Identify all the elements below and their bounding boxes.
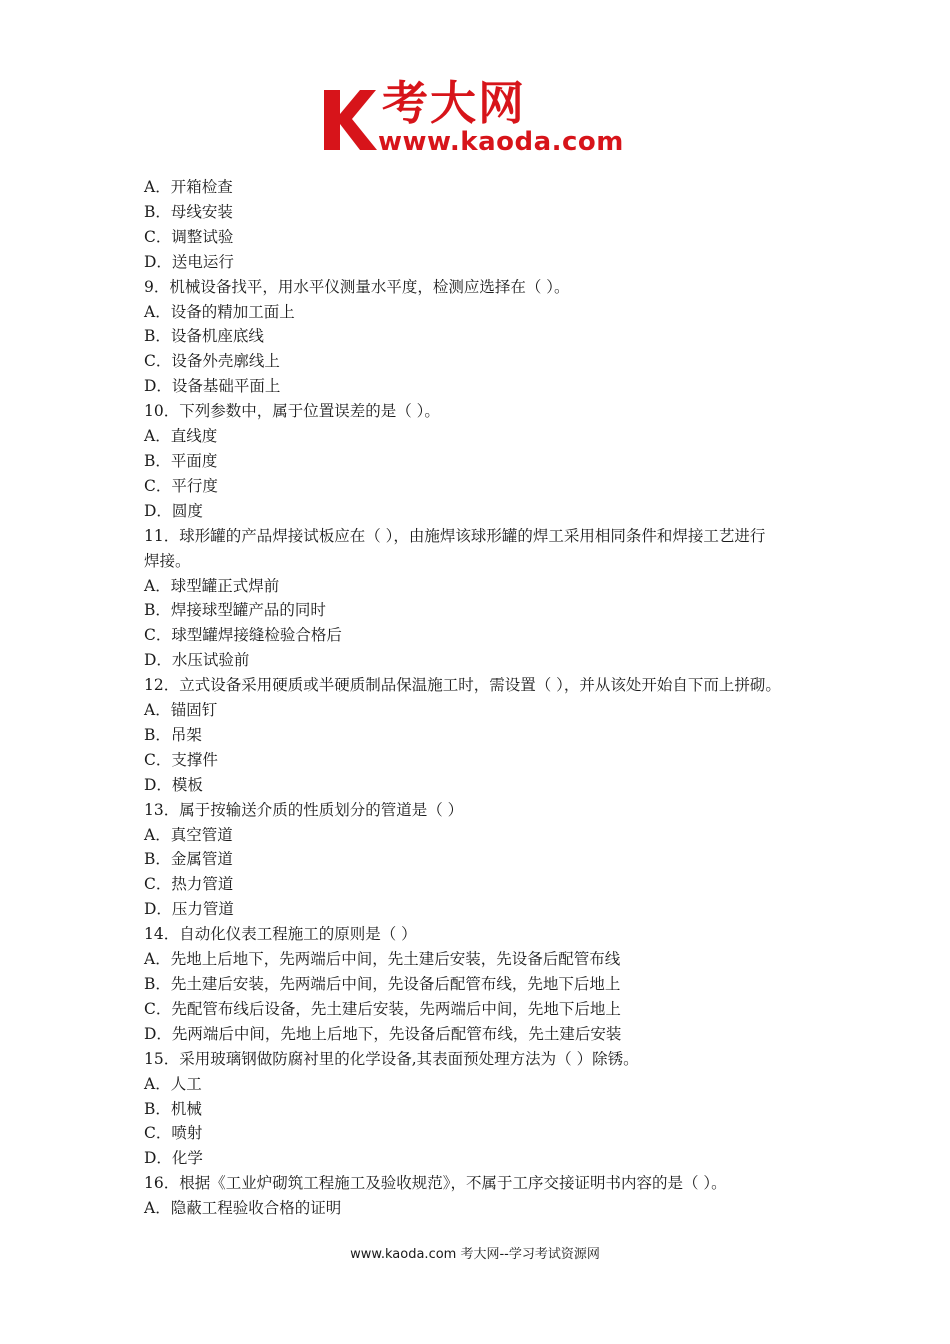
option-line: A．设备的精加工面上 [144,302,295,321]
question-line: 10．下列参数中，属于位置误差的是（ ）。 [144,402,440,421]
option-line: D．设备基础平面上 [144,377,281,396]
option-line: B．机械 [144,1099,202,1118]
option-line: A．隐蔽工程验收合格的证明 [144,1199,342,1218]
logo-url-text: www.kaoda.com [378,127,624,157]
page-footer: www.kaoda.com 考大网--学习考试资源网 [350,1247,600,1262]
question-line: 9．机械设备找平，用水平仪测量水平度，检测应选择在（ ）。 [144,277,570,296]
option-line: D．压力管道 [144,900,234,919]
question-line: 16．根据《工业炉砌筑工程施工及验收规范》，不属于工序交接证明书内容的是（ ）。 [144,1174,727,1193]
option-line: B．吊架 [144,725,202,744]
question-line: 12．立式设备采用硬质或半硬质制品保温施工时，需设置（ ），并从该处开始自下而上拼砌。 [144,676,781,695]
option-line: C．球型罐焊接缝检验合格后 [144,626,342,645]
option-line: B．先土建后安装，先两端后中间，先设备后配管布线，先地下后地上 [144,975,621,993]
k-logo-icon [320,86,378,152]
option-line: B．母线安装 [144,202,233,221]
option-line: D．模板 [144,775,203,794]
option-line: C．设备外壳廓线上 [144,352,280,371]
option-line: D．化学 [144,1149,203,1168]
kaoda-logo [320,76,640,160]
question-line-continued: 焊接。 [144,551,191,570]
logo-brand-name: 考大网 [382,76,526,130]
option-line: C．调整试验 [144,227,234,246]
option-line: C．热力管道 [144,875,234,894]
option-line: A．锚固钉 [144,701,218,720]
option-line: D．水压试验前 [144,651,250,670]
question-content [144,175,814,1221]
option-line: C．喷射 [144,1124,203,1143]
option-line: A．开箱检查 [144,178,233,196]
question-line: 14．自动化仪表工程施工的原则是（ ） [144,925,417,944]
option-line: D．送电运行 [144,252,234,271]
option-line: C．支撑件 [144,750,218,769]
option-line: A．人工 [144,1074,202,1093]
option-line: A．直线度 [144,427,218,446]
option-line: B．金属管道 [144,850,233,869]
option-line: C．先配管布线后设备，先土建后安装，先两端后中间，先地下后地上 [144,999,621,1018]
option-line: D．先两端后中间，先地上后地下，先设备后配管布线，先土建后安装 [144,1024,622,1043]
option-line: D．圆度 [144,501,203,520]
option-line: A．真空管道 [144,825,233,844]
option-line: B．设备机座底线 [144,327,264,346]
question-line: 15．采用玻璃钢做防腐衬里的化学设备,其表面预处理方法为（ ）除锈。 [144,1049,639,1068]
question-line: 13．属于按输送介质的性质划分的管道是（ ） [144,800,464,819]
option-line: A．球型罐正式焊前 [144,576,280,595]
question-line: 11．球形罐的产品焊接试板应在（ ），由施焊该球形罐的焊工采用相同条件和焊接工艺进行 [144,526,766,545]
option-line: B．焊接球型罐产品的同时 [144,601,326,620]
option-line: B．平面度 [144,451,218,470]
option-line: A．先地上后地下，先两端后中间，先土建后安装，先设备后配管布线 [144,950,621,969]
option-line: C．平行度 [144,476,218,495]
